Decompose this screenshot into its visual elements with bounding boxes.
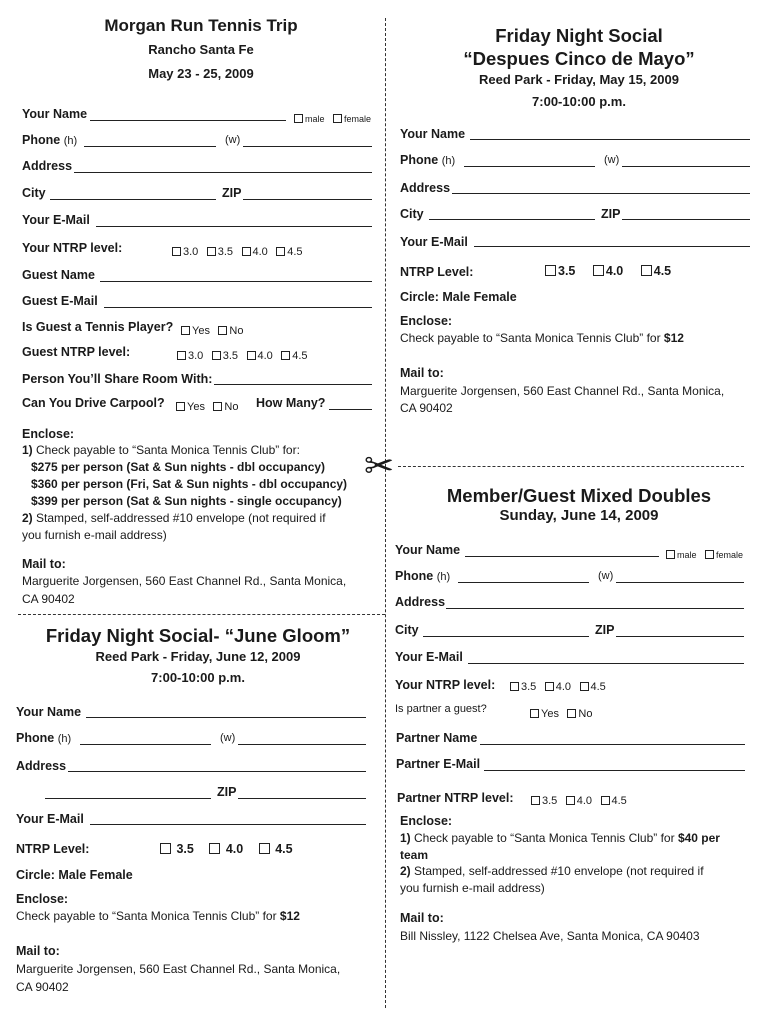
ntrp-option-label: 4.5 <box>611 795 627 807</box>
ntrp-checkbox[interactable] <box>259 843 270 854</box>
june-zip-field[interactable] <box>238 798 366 799</box>
ntrp-option-label: 3.5 <box>542 795 558 807</box>
price-1: $275 per person (Sat & Sun nights - dbl occupancy) <box>31 460 326 474</box>
ntrp-option-label: 4.5 <box>653 264 672 278</box>
cinco-mail-1: Marguerite Jorgensen, 560 East Channel Rd., Santa Monica, <box>400 384 725 398</box>
no-label: No <box>229 325 244 337</box>
mail-address-2: CA 90402 <box>22 592 75 606</box>
ntrp-option-label: 4.5 <box>590 681 606 693</box>
phone-label: Phone <box>22 133 61 147</box>
cinco-name-label: Your Name <box>400 127 466 141</box>
morgan-email-field[interactable] <box>96 226 372 227</box>
ntrp-checkbox[interactable] <box>172 247 181 256</box>
cinco-phone-home-field[interactable] <box>464 166 595 167</box>
cinco-title-1: Friday Night Social <box>495 25 663 46</box>
enclose-item-1 <box>22 443 300 457</box>
yes-checkbox[interactable] <box>530 709 539 718</box>
doubles-address-label: Address <box>395 595 446 609</box>
cinco-enclose-label: Enclose: <box>400 314 453 328</box>
cinco-address-field[interactable] <box>452 193 750 194</box>
doubles-mail-1: Bill Nissley, 1122 Chelsea Ave, Santa Monica, CA 90403 <box>400 929 700 943</box>
ntrp-option-label: 4.0 <box>576 795 593 807</box>
partner-name-label: Partner Name <box>396 731 478 745</box>
ntrp-checkbox[interactable] <box>510 682 519 691</box>
june-zip-label: ZIP <box>217 785 237 799</box>
yes-label: Yes <box>541 708 559 720</box>
share-room-label: Person You’ll Share Room With: <box>22 372 213 386</box>
morgan-phone-label <box>22 133 77 147</box>
doubles-name-label: Your Name <box>395 543 461 557</box>
male-label: male <box>305 114 325 124</box>
item-text: Check payable to “Santa Monica Tennis Club” for <box>414 831 678 845</box>
morgan-phone-work-field[interactable] <box>243 146 372 147</box>
june-mail-1: Marguerite Jorgensen, 560 East Channel Rd., Santa Monica, <box>16 962 341 976</box>
ntrp-checkbox[interactable] <box>209 843 220 854</box>
june-time: 7:00-10:00 p.m. <box>151 670 245 685</box>
june-mail-label: Mail to: <box>16 944 60 958</box>
vertical-cut-line <box>385 18 386 1008</box>
partner-ntrp-options <box>531 791 631 809</box>
phone-home-label: (h) <box>63 135 78 147</box>
cinco-mail-2: CA 90402 <box>400 401 453 415</box>
ntrp-option-label: 3.0 <box>188 350 204 362</box>
morgan-address-label: Address <box>22 159 73 173</box>
doubles-phone-home-field[interactable] <box>458 582 589 583</box>
ntrp-checkbox[interactable] <box>601 796 610 805</box>
guest-name-field[interactable] <box>100 281 372 282</box>
phone-label: Phone <box>395 569 434 583</box>
carpool-options <box>176 397 242 415</box>
yes-checkbox[interactable] <box>181 326 190 335</box>
scissors-icon: ✂ <box>364 445 395 486</box>
doubles-phone-work-field[interactable] <box>616 582 744 583</box>
horizontal-cut-line-left <box>18 614 385 615</box>
check-text: Check payable to “Santa Monica Tennis Club” for <box>16 909 280 923</box>
morgan-zip-label: ZIP <box>222 186 242 200</box>
male-label: male <box>677 550 697 560</box>
morgan-phone-home-field[interactable] <box>84 146 216 147</box>
cinco-zip-field[interactable] <box>622 219 750 220</box>
phone-home-label: (h) <box>436 571 451 583</box>
june-subtitle: Reed Park - Friday, June 12, 2009 <box>95 649 301 664</box>
ntrp-option-label: 4.5 <box>292 350 308 362</box>
cinco-check-text <box>400 331 684 345</box>
june-phone-home-field[interactable] <box>80 744 211 745</box>
june-enclose-label: Enclose: <box>16 892 69 906</box>
enclose-label: Enclose: <box>22 427 75 441</box>
morgan-location: Rancho Santa Fe <box>148 42 254 57</box>
morgan-city-label: City <box>22 186 46 200</box>
doubles-zip-label: ZIP <box>595 623 615 637</box>
ntrp-checkbox[interactable] <box>276 247 285 256</box>
doubles-phone-label <box>395 569 450 583</box>
june-phone-work-field[interactable] <box>238 744 366 745</box>
morgan-address-field[interactable] <box>74 172 372 173</box>
guest-player-options <box>181 321 247 339</box>
guest-email-field[interactable] <box>104 307 372 308</box>
mail-address-1: Marguerite Jorgensen, 560 East Channel Rd., Santa Monica, <box>22 574 347 588</box>
check-amount: $40 per <box>677 831 720 845</box>
item-number: 1) <box>400 831 411 845</box>
yes-label: Yes <box>187 401 205 413</box>
cinco-mail-label: Mail to: <box>400 366 444 380</box>
cinco-email-label: Your E-Mail <box>400 235 468 249</box>
doubles-name-field[interactable] <box>465 556 659 557</box>
june-address-field[interactable] <box>68 771 366 772</box>
cinco-address-label: Address <box>400 181 451 195</box>
morgan-dates: May 23 - 25, 2009 <box>148 66 254 81</box>
doubles-zip-field[interactable] <box>616 636 744 637</box>
ntrp-option-label: 4.5 <box>287 246 303 258</box>
item-text: Stamped, self-addressed #10 envelope (not required if <box>414 864 704 878</box>
doubles-address-field[interactable] <box>446 608 744 609</box>
ntrp-option-label: 3.5 <box>558 264 576 278</box>
doubles-email-field[interactable] <box>468 663 744 664</box>
morgan-ntrp-label: Your NTRP level: <box>22 241 123 255</box>
guest-ntrp-options <box>177 346 312 364</box>
doubles-enclose-label: Enclose: <box>400 814 453 828</box>
no-label: No <box>224 401 239 413</box>
june-email-label: Your E-Mail <box>16 812 84 826</box>
doubles-ntrp-label: Your NTRP level: <box>395 678 496 692</box>
doubles-date: Sunday, June 14, 2009 <box>499 507 659 524</box>
check-amount: $12 <box>279 909 300 923</box>
yes-label: Yes <box>192 325 210 337</box>
cinco-subtitle: Reed Park - Friday, May 15, 2009 <box>479 72 679 87</box>
no-label: No <box>578 708 593 720</box>
june-circle-gender: Circle: Male Female <box>16 868 133 882</box>
phone-label: Phone <box>16 731 55 745</box>
phone-label: Phone <box>400 153 439 167</box>
partner-email-field[interactable] <box>484 770 745 771</box>
ntrp-checkbox[interactable] <box>177 351 186 360</box>
doubles-city-field[interactable] <box>423 636 589 637</box>
cinco-phone-work-field[interactable] <box>622 166 750 167</box>
share-room-field[interactable] <box>214 384 372 385</box>
doubles-enclose-item-2-cont: you furnish e-mail address) <box>400 881 545 895</box>
ntrp-checkbox[interactable] <box>641 265 652 276</box>
ntrp-option-label: 4.5 <box>275 842 293 856</box>
june-ntrp-options <box>160 842 293 856</box>
doubles-enclose-item-1-cont: team <box>400 848 429 862</box>
june-name-field[interactable] <box>86 717 366 718</box>
june-city-field[interactable] <box>45 798 211 799</box>
phone-work-label: (w) <box>598 570 614 582</box>
cinco-time: 7:00-10:00 p.m. <box>532 94 626 109</box>
guest-email-label: Guest E-Mail <box>22 294 98 308</box>
june-phone-label <box>16 731 71 745</box>
ntrp-checkbox[interactable] <box>545 682 554 691</box>
doubles-enclose-item-2 <box>400 864 704 878</box>
cinco-ntrp-options <box>545 264 671 278</box>
cinco-email-field[interactable] <box>474 246 750 247</box>
item-number: 2) <box>400 864 411 878</box>
no-checkbox[interactable] <box>567 709 576 718</box>
morgan-gender-options <box>294 109 375 127</box>
enclose-item-2 <box>22 511 326 525</box>
ntrp-checkbox[interactable] <box>545 265 556 276</box>
female-checkbox[interactable] <box>705 550 714 559</box>
phone-work-label: (w) <box>220 732 236 744</box>
ntrp-option-label: 4.0 <box>605 264 624 278</box>
horizontal-cut-line-right <box>398 466 744 467</box>
female-checkbox[interactable] <box>333 114 342 123</box>
partner-ntrp-label: Partner NTRP level: <box>397 791 514 805</box>
doubles-ntrp-options <box>510 677 610 695</box>
doubles-enclose-item-1 <box>400 831 720 845</box>
ntrp-checkbox[interactable] <box>593 265 604 276</box>
guest-player-label: Is Guest a Tennis Player? <box>22 320 174 334</box>
morgan-name-field[interactable] <box>90 120 286 121</box>
carpool-label: Can You Drive Carpool? <box>22 396 165 410</box>
june-address-label: Address <box>16 759 67 773</box>
yes-checkbox[interactable] <box>176 402 185 411</box>
cinco-phone-label <box>400 153 455 167</box>
item-text: Stamped, self-addressed #10 envelope (not required if <box>36 511 326 525</box>
ntrp-option-label: 4.0 <box>555 681 572 693</box>
cinco-zip-label: ZIP <box>601 207 621 221</box>
phone-home-label: (h) <box>57 733 72 745</box>
ntrp-checkbox[interactable] <box>281 351 290 360</box>
ntrp-option-label: 3.5 <box>176 842 194 856</box>
ntrp-option-label: 3.5 <box>217 246 234 258</box>
item-number: 1) <box>22 443 33 457</box>
june-name-label: Your Name <box>16 705 82 719</box>
ntrp-option-label: 3.0 <box>183 246 199 258</box>
ntrp-option-label: 4.0 <box>257 350 273 362</box>
partner-guest-options <box>530 704 596 722</box>
doubles-gender-options <box>666 545 747 563</box>
item-number: 2) <box>22 511 33 525</box>
ntrp-option-label: 3.5 <box>222 350 239 362</box>
ntrp-checkbox[interactable] <box>566 796 575 805</box>
mail-to-label: Mail to: <box>22 557 66 571</box>
phone-work-label: (w) <box>225 134 241 146</box>
check-text: Check payable to “Santa Monica Tennis Club” for <box>400 331 664 345</box>
ntrp-checkbox[interactable] <box>212 351 221 360</box>
guest-ntrp-label: Guest NTRP level: <box>22 345 131 359</box>
doubles-email-label: Your E-Mail <box>395 650 463 664</box>
cinco-ntrp-label: NTRP Level: <box>400 265 474 279</box>
partner-email-label: Partner E-Mail <box>396 757 481 771</box>
ntrp-checkbox[interactable] <box>160 843 171 854</box>
ntrp-checkbox[interactable] <box>242 247 251 256</box>
check-amount: $12 <box>663 331 684 345</box>
doubles-title: Member/Guest Mixed Doubles <box>446 485 712 506</box>
female-label: female <box>343 114 371 124</box>
price-2: $360 per person (Fri, Sat & Sun nights - dbl occupancy) <box>31 477 348 491</box>
cinco-city-field[interactable] <box>429 219 595 220</box>
ntrp-checkbox[interactable] <box>247 351 256 360</box>
how-many-field[interactable] <box>329 409 372 410</box>
female-label: female <box>715 550 743 560</box>
june-title: Friday Night Social- “June Gloom” <box>45 625 351 646</box>
ntrp-checkbox[interactable] <box>531 796 540 805</box>
doubles-mail-label: Mail to: <box>400 911 444 925</box>
june-check-text <box>16 909 300 923</box>
no-checkbox[interactable] <box>213 402 222 411</box>
ntrp-checkbox[interactable] <box>580 682 589 691</box>
june-email-field[interactable] <box>90 824 366 825</box>
morgan-zip-field[interactable] <box>243 199 372 200</box>
cinco-title-2: “Despues Cinco de Mayo” <box>463 48 695 69</box>
price-3: $399 per person (Sat & Sun nights - single occupancy) <box>31 494 342 508</box>
no-checkbox[interactable] <box>218 326 227 335</box>
morgan-ntrp-options <box>172 242 307 260</box>
ntrp-option-label: 3.5 <box>521 681 537 693</box>
cinco-name-field[interactable] <box>470 139 750 140</box>
june-mail-2: CA 90402 <box>16 980 69 994</box>
morgan-email-label: Your E-Mail <box>22 213 90 227</box>
cinco-city-label: City <box>400 207 424 221</box>
ntrp-option-label: 4.0 <box>252 246 268 258</box>
june-ntrp-label: NTRP Level: <box>16 842 90 856</box>
phone-home-label: (h) <box>441 155 456 167</box>
partner-name-field[interactable] <box>480 744 745 745</box>
male-checkbox[interactable] <box>294 114 303 123</box>
item-text: Check payable to “Santa Monica Tennis Club” for: <box>36 443 300 457</box>
morgan-city-field[interactable] <box>50 199 216 200</box>
male-checkbox[interactable] <box>666 550 675 559</box>
guest-name-label: Guest Name <box>22 268 95 282</box>
how-many-label: How Many? <box>256 396 326 410</box>
morgan-name-label: Your Name <box>22 107 88 121</box>
morgan-title: Morgan Run Tennis Trip <box>104 16 298 35</box>
enclose-item-2-cont: you furnish e-mail address) <box>22 528 167 542</box>
ntrp-option-label: 4.0 <box>225 842 244 856</box>
phone-work-label: (w) <box>604 154 620 166</box>
ntrp-checkbox[interactable] <box>207 247 216 256</box>
cinco-circle-gender: Circle: Male Female <box>400 290 517 304</box>
partner-guest-label: Is partner a guest? <box>395 703 487 715</box>
doubles-city-label: City <box>395 623 419 637</box>
